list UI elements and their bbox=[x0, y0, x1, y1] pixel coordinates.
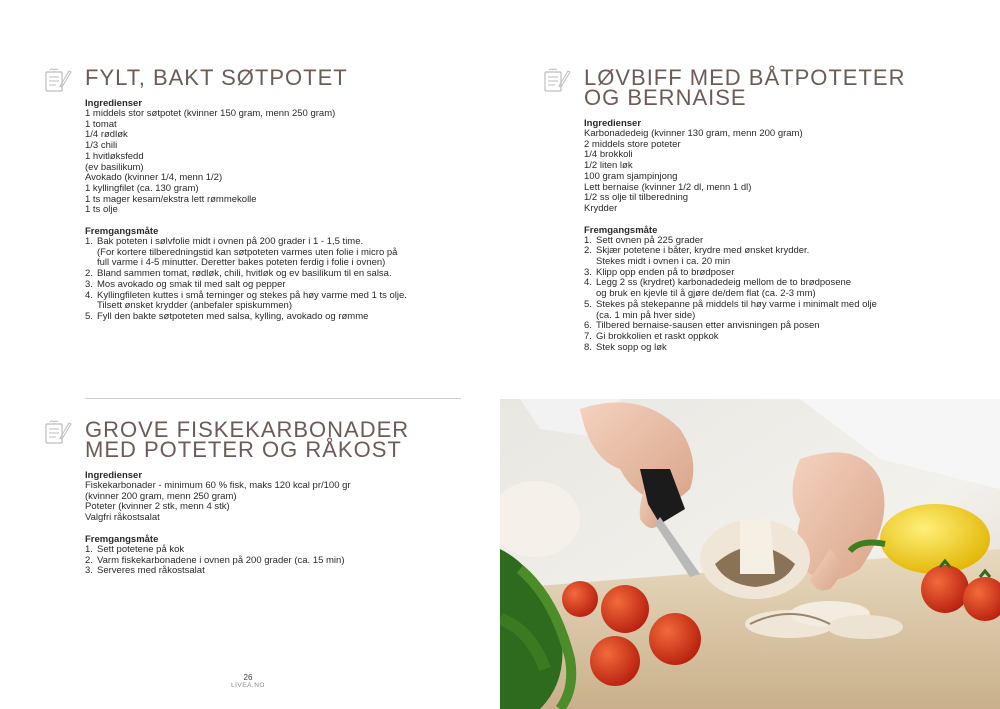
ingredient-item: Krydder bbox=[584, 202, 618, 214]
step-item: 5. Fyll den bakte søtpoteten med salsa, kylling, avokado og rømme bbox=[85, 310, 369, 322]
recipe-lovbiff-med-batpoteter bbox=[543, 66, 963, 353]
recipe-fylt-bakt-sotpotet bbox=[44, 66, 464, 323]
step-item: 3. Mos avokado og smak til med salt og pepper bbox=[85, 278, 286, 290]
step-item: 2. Varm fiskekarbonadene i ovnen på 200 grader (ca. 15 min) bbox=[85, 554, 345, 566]
page-number: 26 bbox=[243, 673, 253, 682]
steps-list bbox=[85, 545, 464, 577]
ingredients-list bbox=[85, 109, 464, 216]
ingredient-item: Karbonadedeig (kvinner 130 gram, menn 200 gram) bbox=[584, 128, 803, 139]
site-name: LIVEA.NO bbox=[231, 682, 265, 689]
step-item: 1. Bak poteten i sølvfolie midt i ovnen på 200 grader i 1 - 1,5 time. (For kortere tilberedningstid kan søtpoteten varmes uten folie i micro på full varme i 4-5 minutter. Deretter bakes poteten ferdig i folie i ovnen) bbox=[85, 236, 398, 269]
ingredient-item: 100 gram sjampinjong bbox=[584, 170, 678, 182]
section-divider bbox=[85, 398, 461, 399]
ingredient-item: Lett bernaise (kvinner 1/2 dl, menn 1 dl) bbox=[584, 181, 752, 193]
ingredients-heading: Ingredienser bbox=[85, 98, 143, 109]
method-heading: Fremgangsmåte bbox=[85, 226, 159, 238]
ingredient-item: Poteter (kvinner 2 stk, menn 4 stk) bbox=[85, 501, 230, 513]
cooking-photo bbox=[500, 399, 1000, 709]
step-item: 3. Klipp opp enden på to brødposer bbox=[584, 266, 735, 278]
ingredient-item: 1 ts olje bbox=[85, 204, 118, 216]
ingredient-item: (kvinner 200 gram, menn 250 gram) bbox=[85, 490, 237, 502]
ingredient-item: Valgfri råkostsalat bbox=[85, 512, 160, 524]
step-item: 2. Bland sammen tomat, rødløk, chili, hvitløk og ev basilikum til en salsa. bbox=[85, 268, 392, 280]
method-heading: Fremgangsmåte bbox=[85, 533, 159, 545]
step-item: 8. Stek sopp og løk bbox=[584, 341, 667, 353]
recipe-title: LØVBIFF MED BÅTPOTETER OG BERNAISE bbox=[584, 65, 906, 110]
ingredients-list bbox=[584, 129, 963, 215]
recipe-notepad-pencil-icon bbox=[44, 418, 72, 446]
step-item: 6. Tilbered bernaise-sausen etter anvisningen på posen bbox=[584, 320, 820, 332]
steps-list bbox=[584, 236, 963, 354]
step-item: 4. Kyllingfileten kuttes i små terninger og stekes på høy varme med 1 ts olje. Tilsett ønsket krydder (anbefaler spiskummen) bbox=[85, 289, 407, 312]
ingredient-item: 1 hvitløksfedd bbox=[85, 150, 144, 162]
step-item: 3. Serveres med råkostsalat bbox=[85, 565, 205, 577]
ingredient-item: 1/2 liten løk bbox=[584, 160, 633, 172]
ingredient-item: 1 tomat bbox=[85, 118, 117, 130]
step-item: 7. Gi brokkolien et raskt oppkok bbox=[584, 330, 719, 342]
ingredient-item: (ev basilikum) bbox=[85, 161, 144, 173]
recipe-grove-fiskekarbonader bbox=[44, 418, 464, 577]
page-footer bbox=[218, 673, 278, 690]
recipe-title: FYLT, BAKT SØTPOTET bbox=[85, 65, 348, 90]
ingredient-item: 1/2 ss olje til tilberedning bbox=[584, 192, 689, 204]
ingredient-item: Fiskekarbonader - minimum 60 % fisk, maks 120 kcal pr/100 gr bbox=[85, 480, 351, 491]
ingredient-item: 1/3 chili bbox=[85, 140, 118, 152]
ingredient-item: 1 ts mager kesam/ekstra lett rømmekolle bbox=[85, 193, 257, 205]
ingredient-item: 1 middels stor søtpotet (kvinner 150 gram, menn 250 gram) bbox=[85, 108, 336, 119]
ingredients-list bbox=[85, 481, 464, 524]
step-item: 2. Skjær potetene i båter, krydre med ønsket krydder. Stekes midt i ovnen i ca. 20 min bbox=[584, 245, 810, 268]
recipe-title: GROVE FISKEKARBONADER MED POTETER OG RÅKOST bbox=[85, 417, 410, 462]
step-item: 5. Stekes på stekepanne på middels til høy varme i minimalt med olje (ca. 1 min på hver side) bbox=[584, 298, 877, 321]
recipe-notepad-pencil-icon bbox=[44, 66, 72, 94]
method-heading: Fremgangsmåte bbox=[584, 224, 658, 236]
ingredient-item: 1 kyllingfilet (ca. 130 gram) bbox=[85, 182, 199, 194]
ingredient-item: 2 middels store poteter bbox=[584, 138, 681, 150]
ingredients-heading: Ingredienser bbox=[85, 470, 143, 481]
cooking-photo-illustration bbox=[500, 399, 1000, 709]
recipe-notepad-pencil-icon bbox=[543, 66, 571, 94]
steps-list bbox=[85, 237, 464, 323]
ingredient-item: 1/4 brokkoli bbox=[584, 149, 633, 161]
ingredients-heading: Ingredienser bbox=[584, 118, 642, 129]
ingredient-item: Avokado (kvinner 1/4, menn 1/2) bbox=[85, 172, 223, 184]
step-item: 1. Sett potetene på kok bbox=[85, 543, 185, 555]
ingredient-item: 1/4 rødløk bbox=[85, 129, 128, 141]
step-item: 4. Legg 2 ss (krydret) karbonadedeig mellom de to brødposene og bruk en kjevle til å gjøre de/dem flat (ca. 2-3 mm) bbox=[584, 277, 852, 300]
step-item: 1. Sett ovnen på 225 grader bbox=[584, 234, 704, 246]
